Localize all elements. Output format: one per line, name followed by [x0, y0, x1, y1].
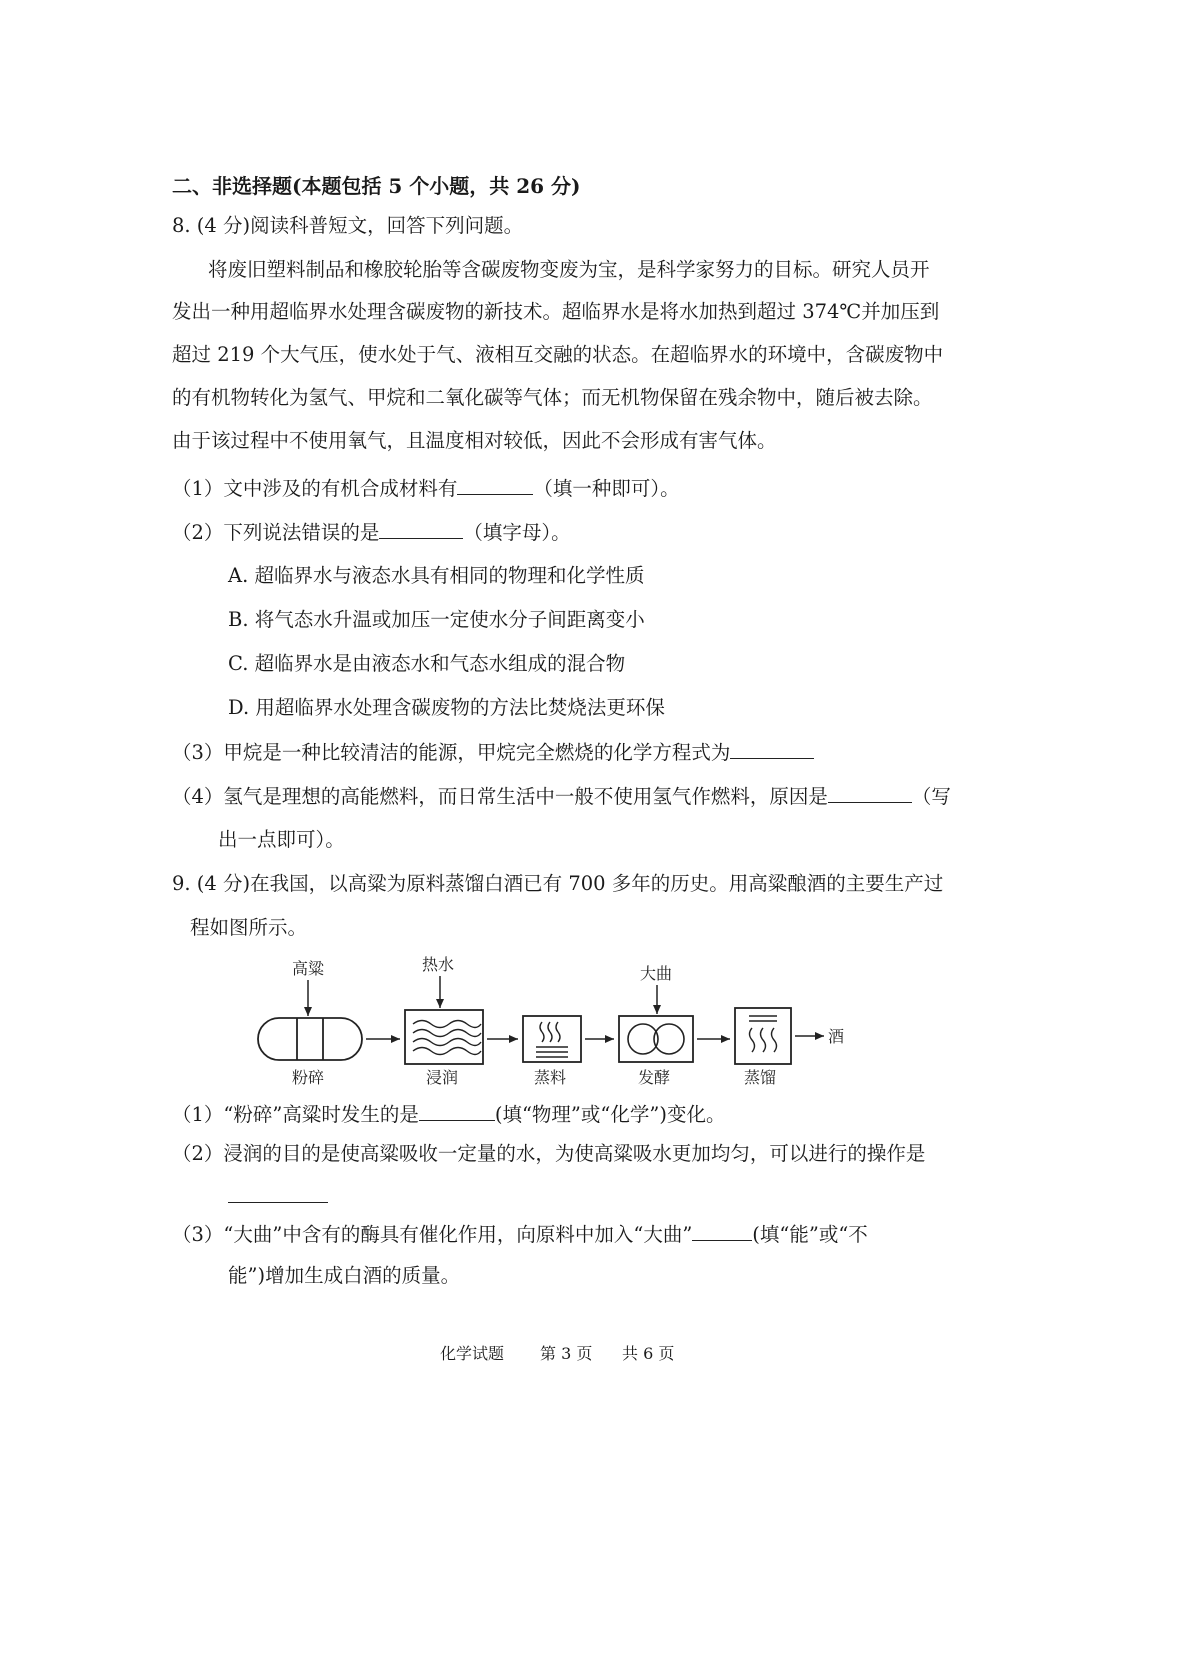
q8-sub2-answer-blank[interactable] — [379, 518, 463, 539]
q8-sub4-text: （4）氢气是理想的高能燃料，而日常生活中一般不使用氢气作燃料，原因是 — [172, 785, 828, 808]
q8-sub1-suffix: （填一种即可）。 — [533, 477, 680, 500]
q9-sub3-suffix: (填“能”或“不 — [752, 1223, 868, 1246]
q8-passage-line-3: 超过 219 个大气压，使水处于气、液相互交融的状态。在超临界水的环境中，含碳废物中 — [172, 343, 944, 366]
footer-total-pages: 共 6 页 — [622, 1344, 675, 1363]
q8-sub1-text: （1）文中涉及的有机合成材料有 — [172, 477, 458, 500]
section-heading: 二、非选择题(本题包括 5 个小题，共 26 分) — [172, 174, 581, 198]
label-fajiao: 发酵 — [638, 1068, 671, 1087]
q9-sub3-answer-blank[interactable] — [692, 1220, 752, 1241]
q8-sub4-continuation: 出一点即可）。 — [218, 828, 345, 851]
q8-passage-line-5: 由于该过程中不使用氧气，且温度相对较低，因此不会形成有害气体。 — [172, 429, 777, 452]
label-jinrun: 浸润 — [426, 1068, 459, 1087]
q9-sub1-suffix: (填“物理”或“化学”)变化。 — [494, 1103, 726, 1126]
q8-sub3 — [172, 738, 814, 767]
zhengliu-distill-icon — [735, 1008, 791, 1064]
q8-sub2-suffix: （填字母）。 — [463, 521, 571, 544]
q9-sub1 — [172, 1100, 725, 1129]
q8-passage-line-2: 发出一种用超临界水处理含碳废物的新技术。超临界水是将水加热到超过 374℃并加压到 — [172, 300, 940, 323]
q8-option-a: A. 超临界水与液态水具有相同的物理和化学性质 — [228, 564, 645, 587]
q9-sub2: （2）浸润的目的是使高粱吸收一定量的水，为使高粱吸水更加均匀，可以进行的操作是 — [172, 1142, 926, 1165]
q8-sub1-answer-blank[interactable] — [457, 474, 533, 495]
zhengliao-steam-icon — [523, 1016, 581, 1062]
q9-sub1-answer-blank[interactable] — [419, 1100, 495, 1121]
q9-sub2-answer-blank[interactable] — [228, 1184, 328, 1203]
q9-sub1-text: （1）“粉碎”高粱时发生的是 — [172, 1103, 419, 1126]
q9-sub3 — [172, 1220, 868, 1249]
label-jiu: 酒 — [828, 1027, 845, 1046]
brewing-process-diagram — [250, 950, 870, 1095]
q8-sub1 — [172, 474, 680, 503]
jinrun-soak-icon — [405, 1010, 483, 1064]
footer-subject: 化学试题 — [440, 1344, 505, 1363]
q8-sub2 — [172, 518, 571, 547]
q9-header-continuation: 程如图所示。 — [190, 916, 308, 939]
label-reshui: 热水 — [422, 955, 455, 974]
q8-sub4-suffix: （写 — [911, 785, 951, 808]
label-gaoliang: 高粱 — [292, 959, 325, 978]
footer-page-number: 第 3 页 — [540, 1344, 593, 1363]
label-fensui: 粉碎 — [292, 1068, 325, 1087]
q8-sub4 — [172, 782, 951, 811]
q8-option-b: B. 将气态水升温或加压一定使水分子间距离变小 — [228, 608, 645, 631]
fensui-grinder-icon — [258, 1018, 362, 1060]
label-zhengliu: 蒸馏 — [744, 1068, 777, 1087]
q8-sub3-text: （3）甲烷是一种比较清洁的能源，甲烷完全燃烧的化学方程式为 — [172, 741, 731, 764]
q8-sub4-answer-blank[interactable] — [828, 782, 912, 803]
q8-passage-line-4: 的有机物转化为氢气、甲烷和二氧化碳等气体；而无机物保留在残余物中，随后被去除。 — [172, 386, 933, 409]
q9-sub3-continuation: 能”)增加生成白酒的质量。 — [228, 1264, 461, 1287]
label-zhengliao: 蒸料 — [534, 1068, 567, 1087]
q8-header: 8. (4 分)阅读科普短文，回答下列问题。 — [172, 214, 524, 237]
q8-option-c: C. 超临界水是由液态水和气态水组成的混合物 — [228, 652, 626, 675]
q8-option-d: D. 用超临界水处理含碳废物的方法比焚烧法更环保 — [228, 696, 665, 719]
q9-header: 9. (4 分)在我国，以高粱为原料蒸馏白酒已有 700 多年的历史。用高粱酿酒的主要生产过 — [172, 872, 944, 895]
q8-passage-line-1: 将废旧塑料制品和橡胶轮胎等含碳废物变废为宝，是科学家努力的目标。研究人员开 — [208, 258, 930, 281]
fajiao-ferment-icon — [619, 1016, 693, 1062]
q9-sub3-text: （3）“大曲”中含有的酶具有催化作用，向原料中加入“大曲” — [172, 1223, 693, 1246]
q8-sub2-text: （2）下列说法错误的是 — [172, 521, 380, 544]
label-daqu: 大曲 — [640, 964, 673, 983]
q8-sub3-answer-blank[interactable] — [730, 738, 814, 759]
